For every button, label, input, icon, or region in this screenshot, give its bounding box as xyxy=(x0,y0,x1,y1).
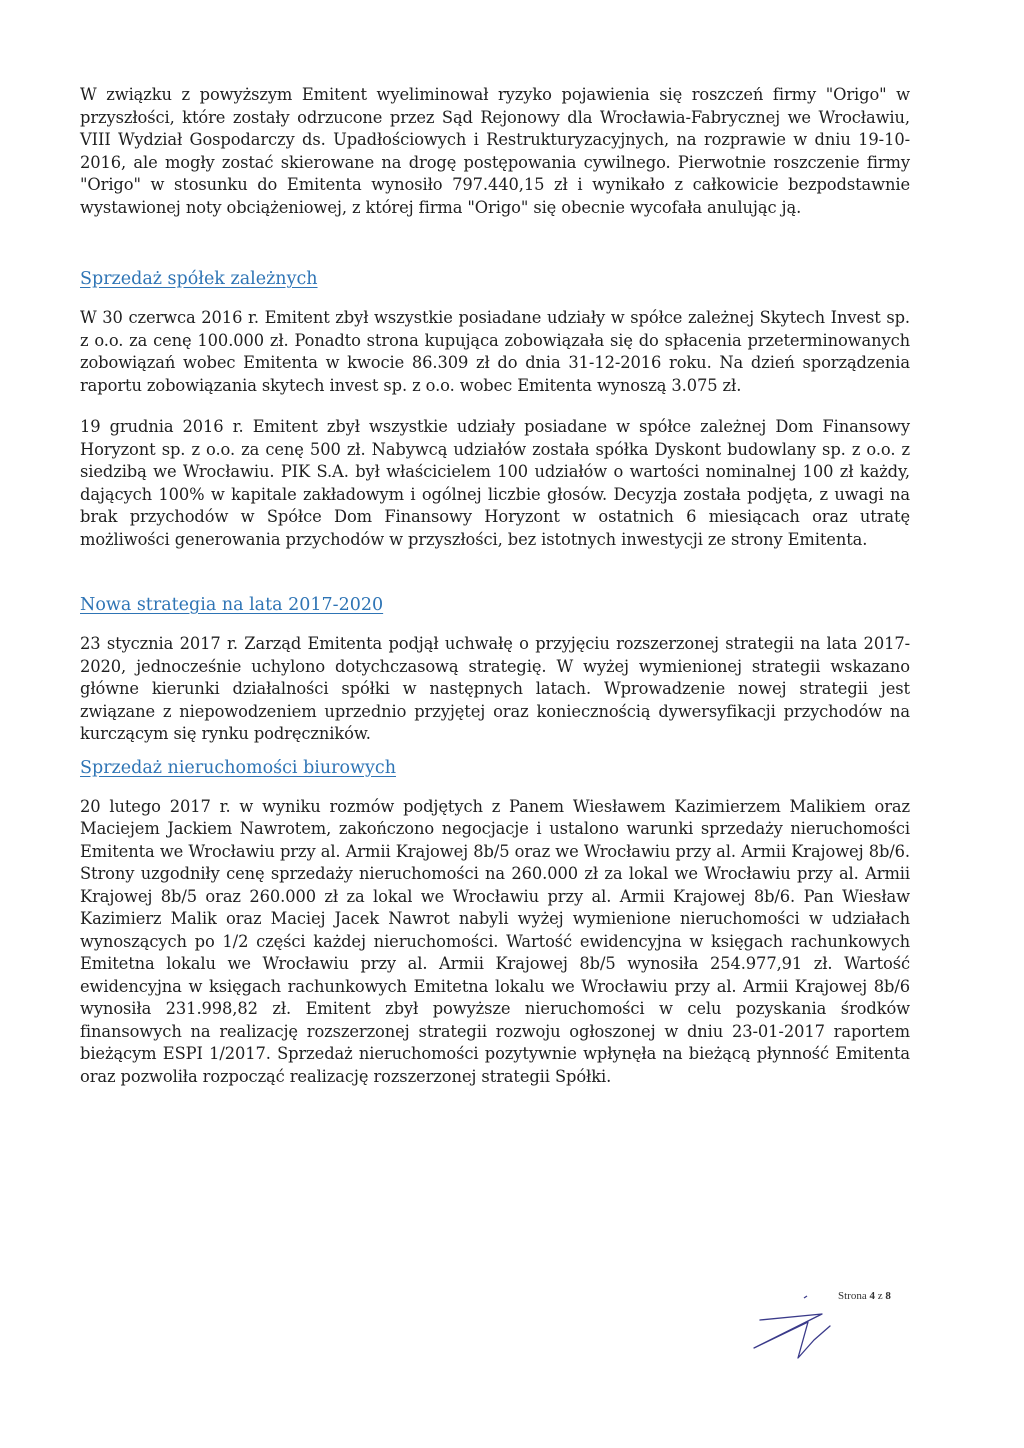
page-number-footer xyxy=(838,1290,891,1302)
paragraph-strategy: 23 stycznia 2017 r. Zarząd Emitenta podjął uchwałę o przyjęciu rozszerzonej strategii na lata 2017-2020, jednocześnie uchylono dotychczasową strategię. W wyżej wymienionej strategii wskazano główne kierunki działalności spółki w następnych latach. Wprowadzenie nowej strategii jest związane z niepowodzeniem uprzednio przyjętej oraz koniecznością dywersyfikacji przychodów na kurczącym się rynku podręczników. xyxy=(80,634,910,743)
paragraph-skytech-sale: W 30 czerwca 2016 r. Emitent zbył wszystkie posiadane udziały w spółce zależnej Skytech Invest sp. z o.o. za cenę 100.000 zł. Ponadto strona kupująca zobowiązała się do spłacenia przeterminowanych zobowiązań wobec Emitenta w kwocie 86.309 zł do dnia 31-12-2016 roku. Na dzień sporządzenia raportu zobowiązania skytech invest sp. z o.o. wobec Emitenta wynoszą 3.075 zł. xyxy=(80,308,910,395)
paragraph-office-sale: 20 lutego 2017 r. w wyniku rozmów podjętych z Panem Wiesławem Kazimierzem Malikiem oraz Maciejem Jackiem Nawrotem, zakończono negocjacje i ustalono warunki sprzedaży nieruchomości Emitenta we Wrocławiu przy al. Armii Krajowej 8b/5 oraz we Wrocławiu przy al. Armii Krajowej 8b/6. Strony uzgodniły cenę sprzedaży nieruchomości na 260.000 zł za lokal we Wrocławiu przy al. Armii Krajowej 8b/5 oraz 260.000 zł za lokal we Wrocławiu przy al. Armii Krajowej 8b/6. Pan Wiesław Kazimierz Malik oraz Maciej Jacek Nawrot nabyli wyżej wymienione nieruchomości w udziałach wynoszących po 1/2 części każdej nieruchomości. Wartość ewidencyjna w księgach rachunkowych Emitetna lokalu we Wrocławiu przy al. Armii Krajowej 8b/5 wynosiła 254.977,91 zł. Wartość ewidencyjna w księgach rachunkowych Emitetna lokalu we Wrocławiu przy al. Armii Krajowej 8b/6 wynosiła 231.998,82 zł. Emitent zbył powyższe nieruchomości w celu pozyskania środków finansowych na realizację rozszerzonej strategii rozwoju ogłoszonej w dniu 23-01-2017 raportem bieżącym ESPI 1/2017. Sprzedaż nieruchomości pozytywnie wpłynęła na bieżącą płynność Emitenta oraz pozwoliła rozpocząć realizację rozszerzonej strategii Spółki. xyxy=(80,796,910,1086)
page-total: 8 xyxy=(885,1290,891,1302)
heading-new-strategy: Nowa strategia na lata 2017-2020 xyxy=(80,595,384,615)
page-separator: z xyxy=(877,1290,883,1302)
handwritten-signature-icon xyxy=(740,1288,840,1372)
paragraph-horyzont-sale: 19 grudnia 2016 r. Emitent zbył wszystkie udziały posiadane w spółce zależnej Dom Finansowy Horyzont sp. z o.o. za cenę 500 zł. Nabywcą udziałów została spółka Dyskont budowlany sp. z o.o. z siedzibą we Wrocławiu. PIK S.A. był właścicielem 100 udziałów o wartości nominalnej 100 zł każdy, dających 100% w kapitale zakładowym i ogólnej liczbie głosów. Decyzja została podjęta, z uwagi na brak przychodów w Spółce Dom Finansowy Horyzont w ostatnich 6 miesiącach oraz utratę możliwości generowania przychodów w przyszłości, bez istotnych inwestycji ze strony Emitenta. xyxy=(80,417,910,549)
document-page xyxy=(80,80,910,1088)
page-prefix: Strona xyxy=(838,1290,867,1302)
heading-office-sale: Sprzedaż nieruchomości biurowych xyxy=(80,757,396,778)
paragraph-origo-claim: W związku z powyższym Emitent wyeliminował ryzyko pojawienia się roszczeń firmy "Origo" w przyszłości, które zostały odrzucone przez Sąd Rejonowy dla Wrocławia-Fabrycznej we Wrocławiu, VIII Wydział Gospodarczy ds. Upadłościowych i Restrukturyzacyjnych, na rozprawie w dniu 19-10-2016, ale mogły zostać skierowane na drogę postępowania cywilnego. Pierwotnie roszczenie firmy "Origo" w stosunku do Emitenta wynosiło 797.440,15 zł i wynikało z całkowicie bezpodstawnie wystawionej noty obciążeniowej, z której firma "Origo" się obecnie wycofała anulując ją. xyxy=(80,85,910,217)
page-number: 4 xyxy=(869,1290,875,1302)
heading-subsidiaries-sale: Sprzedaż spółek zależnych xyxy=(80,269,318,289)
